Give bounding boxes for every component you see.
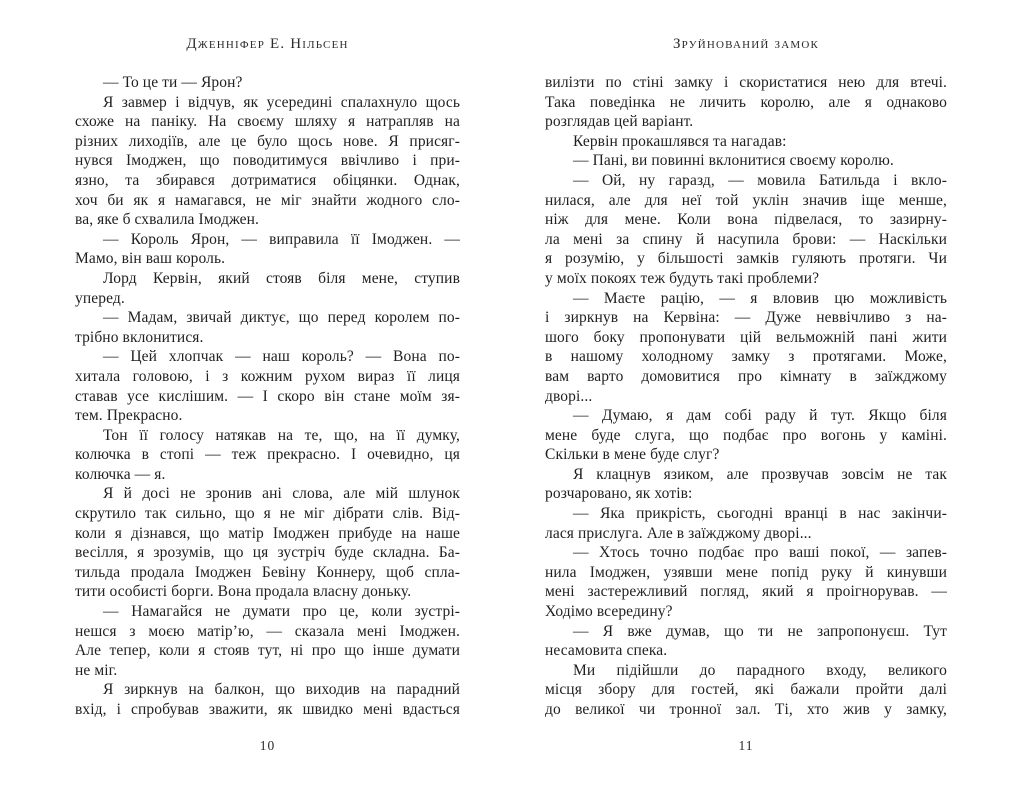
text-line: — Думаю, я дам собі раду й тут. Якщо біля xyxy=(573,407,947,425)
text-line: шого боку пропонувати цій вельможній пані жити xyxy=(545,328,947,346)
text-line: Я завмер і відчув, як усередині спалахнуло щось xyxy=(103,93,460,111)
text-line: вхід, і спробував зважити, як швидко мені вдасться xyxy=(75,701,460,718)
text-line: Ходімо всередину? xyxy=(545,603,673,621)
text-line: тем. Прекрасно. xyxy=(75,407,183,425)
text-line: — Король Ярон, — виправила її Імоджен. — xyxy=(103,230,460,248)
text-line: Я й досі не зронив ані слова, але мій шлунок xyxy=(103,485,460,503)
text-line: мене буде слуга, що подбає про вогонь у каміні. xyxy=(545,426,947,444)
text-line: у моїх покоях теж будуть такі проблеми? xyxy=(545,269,820,287)
text-line: Я клацнув язиком, але прозвучав зовсім не так xyxy=(573,465,947,483)
text-line: лася прислуга. Але в заїжджому дворі... xyxy=(545,524,812,542)
text-line: тити особисті борги. Вона продала власну доньку. xyxy=(75,583,412,601)
text-line: колючка — я. xyxy=(75,465,166,483)
text-line: — То це ти — Ярон? xyxy=(103,74,243,91)
text-line: скрутило так сильно, що я не міг дібрати слів. Від- xyxy=(75,505,460,523)
text-line: мені застережливий погляд, який я проігнорував. — xyxy=(545,583,947,601)
text-line: хитала головою, і з кожним рухом вираз її лиця xyxy=(75,367,460,385)
text-line: коли я дізнався, що матір Імоджен прибуде на наше xyxy=(75,524,460,542)
text-line: — Я вже думав, що ти не запропонуєш. Тут xyxy=(573,622,947,640)
text-line: — Пані, ви повинні вклонитися своєму королю. xyxy=(573,152,894,170)
page-number-left: 10 xyxy=(259,738,276,753)
text-line: розчаровано, як хотів: xyxy=(545,485,693,503)
text-line: Мамо, він ваш король. xyxy=(75,250,226,268)
text-line: — Мадам, звичай диктує, що перед королем по- xyxy=(103,309,460,327)
text-line: ставав усе кислішим. — І скоро він стане моїм зя- xyxy=(75,387,460,405)
text-line: нила Імоджен, узявши мене попід руку й кинувши xyxy=(545,563,947,581)
text-line: Ми підійшли до парадного входу, великого xyxy=(573,661,947,679)
running-header-book-title: Зруйнований замок xyxy=(672,36,820,52)
text-line: язно, та збирався дотриматися обіцянки. Однак, xyxy=(75,171,460,189)
text-line: дворі... xyxy=(545,387,593,405)
text-line: — Маєте рацію, — я вловив цю можливість xyxy=(573,289,947,307)
text-line: різних лиходіїв, але це було щось нове. Я присяг- xyxy=(75,132,460,150)
text-line: я розумію, у більшості замків гуляють протяги. Чи xyxy=(545,250,947,268)
text-line: місця збору для гостей, які бажали пройти далі xyxy=(545,681,947,699)
text-line: нувся Імоджен, що поводитимуся ввічливо і при- xyxy=(75,152,460,170)
text-line: вам варто домовитися про кімнату в заїжджому xyxy=(545,367,947,385)
text-line: тильда продала Імоджен Бевіну Коннеру, щоб спла- xyxy=(75,563,460,581)
text-line: — Яка прикрість, сьогодні вранці в нас закінчи- xyxy=(573,505,947,523)
running-header-author: Дженніфер Е. Нільсен xyxy=(186,36,349,52)
text-line: нешся з моєю матір’ю, — сказала мені Імоджен. xyxy=(75,622,460,640)
text-line: — Ой, ну гаразд, — мовила Батильда і вкло- xyxy=(573,171,947,189)
text-line: в нашому холодному замку з протягами. Може, xyxy=(545,348,947,366)
text-line: схоже на паніку. На своєму шляху я натрапляв на xyxy=(75,113,460,131)
text-line: — Хтось точно подбає про ваші покої, — запев- xyxy=(573,544,947,562)
text-line: Така поведінка не личить королю, але я однаково xyxy=(545,93,947,111)
text-line: Я зиркнув на балкон, що виходив на парадний xyxy=(103,681,460,699)
page-left-text xyxy=(75,73,460,720)
text-line: несамовита спека. xyxy=(545,642,668,660)
text-line: Але тепер, коли я стояв тут, ні про що інше думати xyxy=(75,642,460,660)
text-line: ла мені за спину й насупила брови: — Наскільки xyxy=(545,230,947,248)
text-line: і зиркнув на Кервіна: — Дуже неввічливо з на- xyxy=(545,309,947,327)
text-line: не міг. xyxy=(75,661,118,679)
text-line: — Намагайся не думати про це, коли зустрі- xyxy=(103,603,460,621)
page-right xyxy=(545,0,947,788)
text-line: трібно вклонитися. xyxy=(75,328,204,346)
text-line: Тон її голосу натякав на те, що, на її думку, xyxy=(103,426,460,444)
text-line: до великої чи тронної зал. Ті, хто жив у замку, xyxy=(545,701,947,718)
text-line: нилася, але для неї той уклін значив іще менше, xyxy=(545,191,947,209)
text-line: колючка в стопі — теж прекрасно. І очевидно, ця xyxy=(75,446,460,464)
text-line: вилізти по стіні замку і скористатися нею для втечі. xyxy=(545,74,947,91)
text-line: весілля, я зрозумів, що ця зустріч буде складна. Ба- xyxy=(75,544,460,562)
text-line: розглядав цей варіант. xyxy=(545,113,694,131)
text-line: уперед. xyxy=(75,289,125,307)
page-number-right: 11 xyxy=(738,738,754,753)
text-line: Кервін прокашлявся та нагадав: xyxy=(573,132,787,150)
page-right-text xyxy=(545,73,947,720)
text-line: Лорд Кервін, який стояв біля мене, ступив xyxy=(103,269,460,287)
text-line: — Цей хлопчак — наш король? — Вона по- xyxy=(103,348,460,366)
page-left xyxy=(75,0,460,788)
text-line: Скільки в мене буде слуг? xyxy=(545,446,720,464)
text-line: ніж для мене. Коли вона підвелася, то зазирну- xyxy=(545,211,947,229)
text-line: хоч би як я намагався, не міг знайти жодного сло- xyxy=(75,191,460,209)
text-line: ва, яке б схвалила Імоджен. xyxy=(75,211,260,229)
